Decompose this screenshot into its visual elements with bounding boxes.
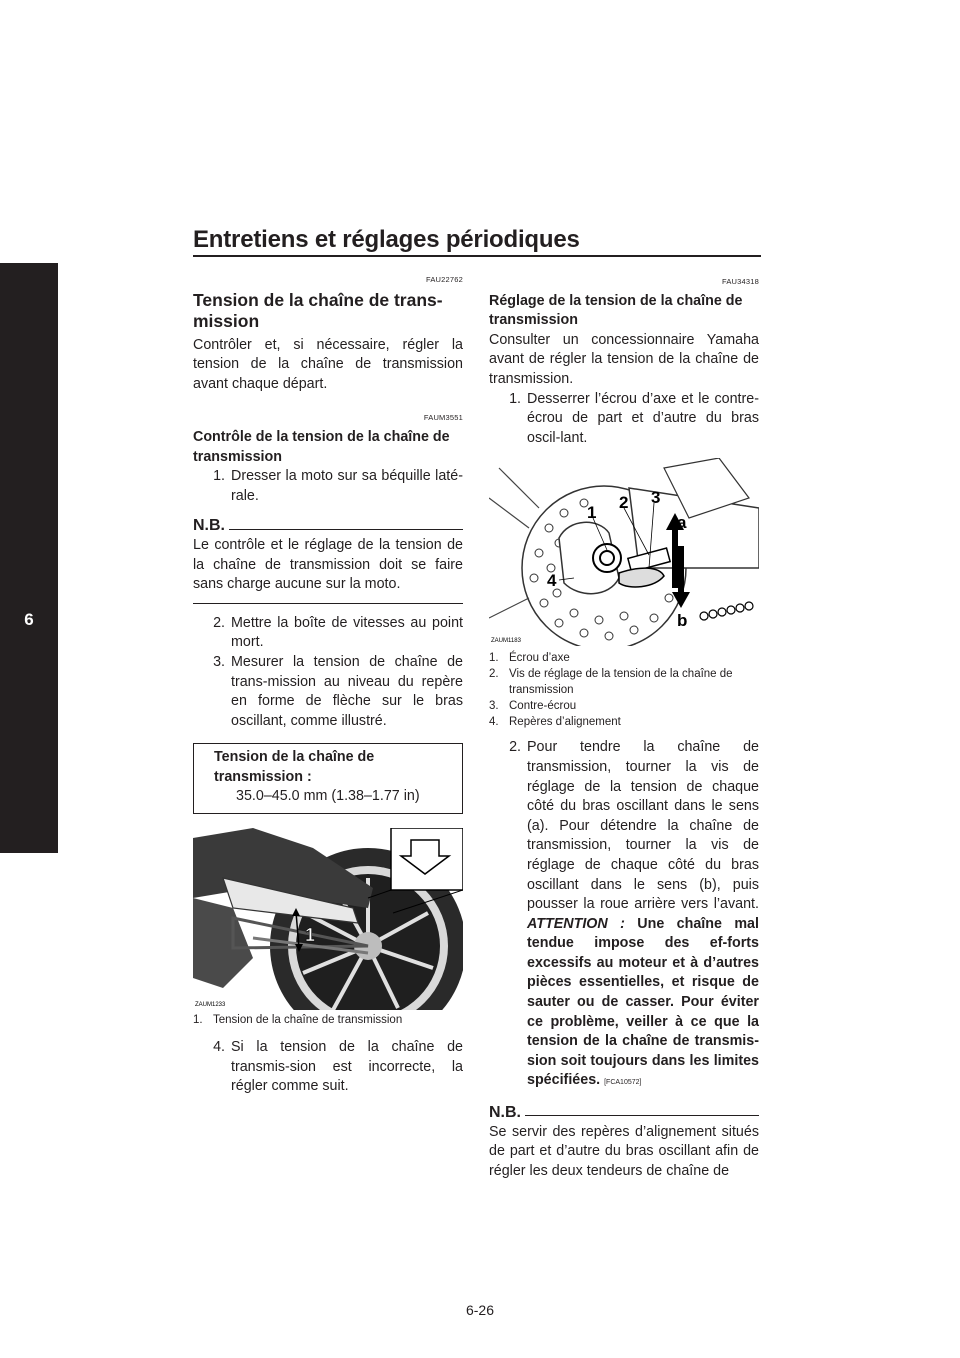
caption-item — [489, 666, 759, 698]
step-4 — [193, 1038, 463, 1097]
direction-label-b: b — [677, 611, 688, 631]
step-1 — [489, 390, 759, 449]
caption-number: 4. — [489, 716, 499, 729]
spec-value: 35.0–45.0 mm (1.38–1.77 in) — [236, 788, 420, 805]
figure-callout-3: 3 — [651, 488, 661, 508]
caption-text: Tension de la chaîne de transmission — [213, 1014, 403, 1027]
step-1 — [193, 467, 463, 506]
note-text: Se servir des repères d’alignement situés de part et d’autre du bras oscillant afin de régler les deux tendeurs de chaîne de — [489, 1123, 759, 1179]
section-title — [193, 290, 463, 332]
note-rule — [229, 529, 463, 530]
figure-captions — [489, 650, 759, 730]
note-heading — [193, 516, 463, 536]
caption-item — [489, 650, 759, 666]
page-header-title: Entretiens et réglages périodiques — [193, 226, 580, 253]
figure-callout-4: 4 — [547, 571, 557, 591]
step-text: Mettre la boîte de vitesses au point mort. — [231, 614, 463, 651]
note-rule — [525, 1115, 759, 1116]
caption-text: Écrou d’axe — [509, 652, 570, 665]
step-2 — [193, 614, 463, 653]
figure-callout-2: 2 — [619, 493, 629, 513]
note-text: Le contrôle et le réglage de la tension de la chaîne de transmission doit se faire sans charge aucune sur la moto. — [193, 536, 463, 593]
subsection-title: Réglage de la tension de la chaîne de transmission — [489, 292, 743, 329]
caption-item — [489, 698, 759, 714]
attention-code: [FCA10572] — [604, 1079, 642, 1087]
step-number: 1. — [213, 468, 225, 485]
step-2 — [489, 738, 759, 1093]
axle-adjuster-illustration — [489, 458, 759, 646]
figure-callout-1: 1 — [587, 503, 597, 523]
figure-caption — [193, 1012, 463, 1028]
right-column — [489, 272, 759, 1181]
caption-text: Repères d’alignement — [509, 716, 621, 729]
section-code: FAU22762 — [425, 275, 463, 284]
step-number: 2. — [213, 614, 225, 631]
note-label: N.B. — [489, 1104, 521, 1122]
note-label: N.B. — [193, 517, 225, 535]
specification-box — [193, 743, 463, 814]
adjustment-figure — [489, 458, 759, 646]
section-title-line2: mission — [193, 310, 260, 331]
step-number: 2. — [509, 739, 521, 756]
step-text: Desserrer l’écrou d’axe et le contre-écrou de part et d’autre du bras oscil-lant. — [527, 390, 759, 446]
step-text: Dresser la moto sur sa béquille laté-rale. — [231, 468, 463, 504]
caption-number: 3. — [489, 700, 499, 713]
page-number: 6-26 — [465, 1302, 495, 1318]
caption-text: Vis de réglage de la tension de la chaîne de transmission — [509, 668, 733, 697]
left-column — [193, 270, 463, 1097]
subsection-code: FAU34318 — [721, 277, 759, 286]
figure-callout-1: 1 — [305, 925, 316, 946]
step-text: Mesurer la tension de chaîne de trans-mission au niveau du repère en forme de flèche sur le bras oscillant, comme illustré. — [231, 653, 463, 729]
motorcycle-rear-wheel-illustration — [193, 828, 463, 1010]
step-text: Si la tension de la chaîne de transmis-sion est incorrecte, la régler comme suit. — [231, 1039, 463, 1095]
chain-tension-figure — [193, 828, 463, 1010]
step-text-body: Pour tendre la chaîne de transmission, tourner la vis de réglage de la tension de chaque côté du bras oscillant dans le sens (a). Pour détendre la chaîne de transmission, tourner la vis de réglage de chaque côté du bras oscillant dans le sens (b), puis pousser la roue arrière vers l’avant. — [527, 739, 759, 913]
section-title-line1: Tension de la chaîne de trans- — [193, 289, 443, 310]
step-number: 3. — [213, 653, 225, 670]
caption-number: 1. — [489, 652, 499, 665]
caption-number: 2. — [489, 668, 499, 681]
subsection-code: FAUM3551 — [423, 413, 463, 423]
direction-label-a: a — [677, 513, 687, 533]
note-end-rule — [193, 603, 463, 604]
attention-text: Une chaîne mal tendue impose des ef-forts excessifs au moteur et à d’autres pièces essentielles, et risque de sauter ou de casser. Pour éviter ce problème, veiller à ce que la tension de la chaîne de transmis-sion soit toujours dans les limites spécifiées. — [527, 915, 759, 1089]
header-rule — [193, 255, 761, 257]
figure-code: ZAUM1233 — [195, 1002, 226, 1009]
subsection-title: Contrôle de la tension de la chaîne de transmission — [193, 428, 450, 465]
intro-paragraph: Consulter un concessionnaire Yamaha avant de régler la tension de la chaîne de transmission. — [489, 331, 759, 387]
chapter-number: 6 — [24, 610, 34, 629]
caption-text: Contre-écrou — [509, 700, 577, 713]
step-number: 4. — [213, 1039, 225, 1056]
figure-code: ZAUM1183 — [491, 638, 521, 645]
step-text — [527, 738, 759, 1093]
note-heading — [489, 1103, 759, 1123]
attention-label: ATTENTION : — [527, 915, 625, 932]
chapter-tab — [0, 263, 58, 853]
step-number: 1. — [509, 390, 521, 407]
caption-item — [489, 714, 759, 730]
step-3 — [193, 653, 463, 731]
intro-paragraph: Contrôler et, si nécessaire, régler la tension de la chaîne de transmission avant chaque départ. — [193, 336, 463, 392]
spec-title: Tension de la chaîne de transmission : — [214, 749, 375, 785]
caption-number: 1. — [193, 1014, 203, 1027]
